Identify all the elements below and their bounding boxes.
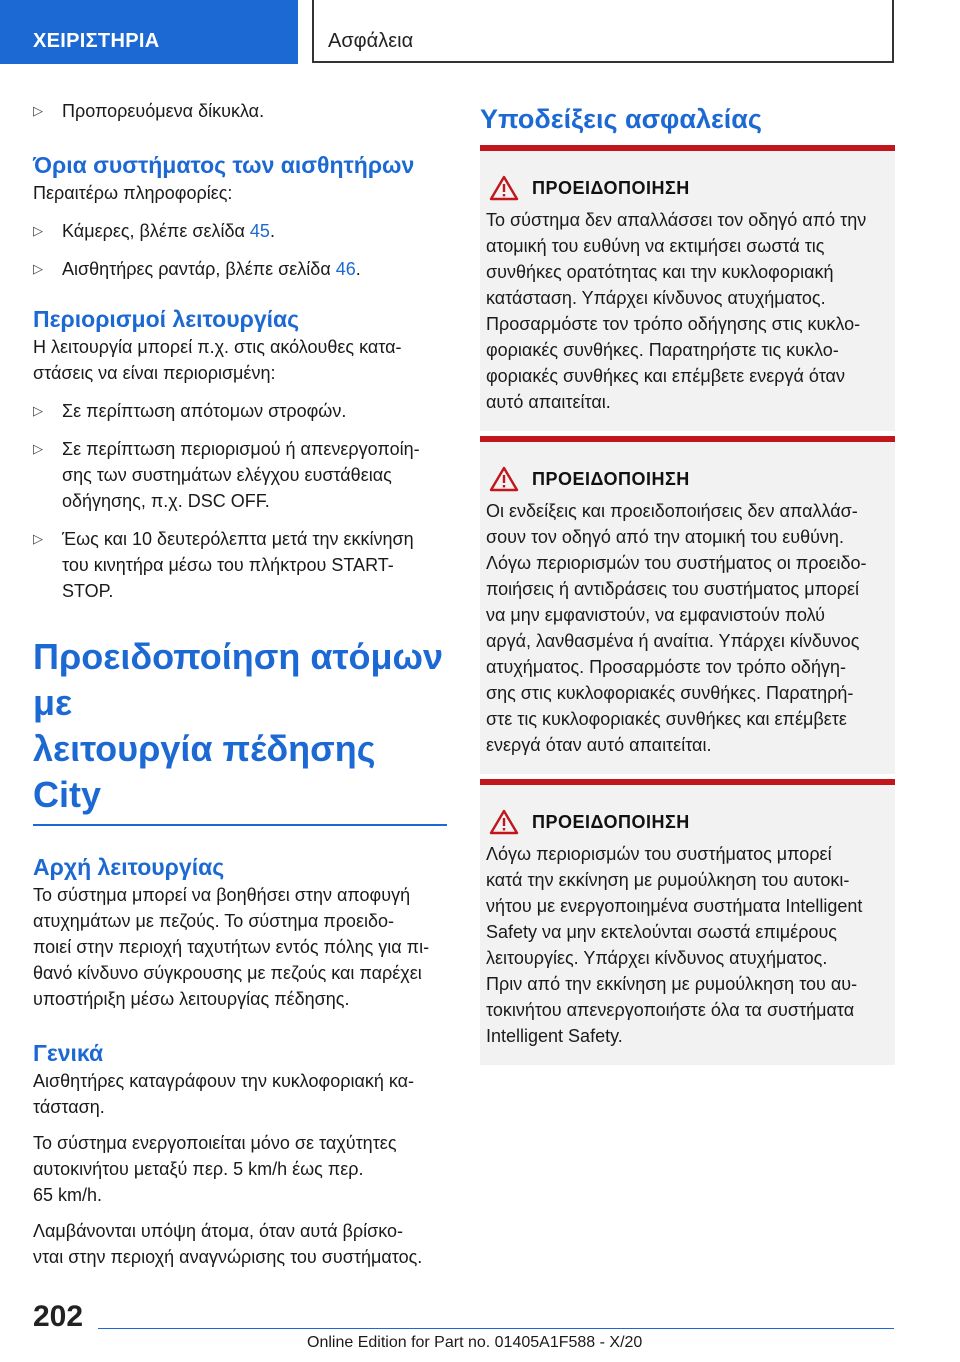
warning-header (486, 173, 895, 203)
paragraph: Το σύστημα ενεργοποιείται μόνο σε ταχύτητες αυτοκινήτου μεταξύ περ. 5 km/h έως περ. 65 km/h. (33, 1133, 397, 1205)
safety-heading: Υποδείξεις ασφαλείας (480, 104, 762, 134)
footer-divider (98, 1328, 894, 1329)
warning-title: ΠΡΟΕΙΔΟΠΟΙΗΣΗ (532, 811, 690, 832)
paragraph: Η λειτουργία μπορεί π.χ. στις ακόλουθες κατα- στάσεις να είναι περιορισμένη: (33, 337, 402, 383)
paragraph: Περαιτέρω πληροφορίες: (33, 183, 233, 203)
edition-footer: Online Edition for Part no. 01405A1F588 - X/20 (307, 1334, 643, 1351)
page-link-46[interactable]: 46 (335, 259, 356, 279)
chapter-title: Ασφάλεια (328, 30, 414, 52)
warning-text: Λόγω περιορισμών του συστήματος μπορεί κατά την εκκίνηση με ρυμούλκηση του αυτοκι- νήτου με ενεργοποιημένα συστήματα Intelligent Safety να μην εκτελούνται σωστά επιμέρους λειτουργίες. Υπάρχει κίνδυνος ατυχήματος. Πριν από την εκκίνηση με ρυμούλκηση του αυ- τοκινήτου απενεργοποιήστε όλα τα συστήματα Intelligent Safety. (486, 844, 863, 1046)
warning-triangle-icon (489, 175, 519, 201)
chapter-heading (33, 634, 447, 826)
list-item: ▷ Σε περίπτωση περιορισμού ή απενεργοποίη- σης των συστημάτων ελέγχου ευστάθειας οδήγησης, π.χ. DSC OFF. (33, 436, 447, 514)
section-title: ΧΕΙΡΙΣΤΗΡΙΑ (33, 30, 160, 52)
warning-triangle-icon (489, 466, 519, 492)
paragraph: Λαμβάνονται υπόψη άτομα, όταν αυτά βρίσκο- νται στην περιοχή αναγνώρισης του συστήματος. (33, 1221, 423, 1267)
list-item: ▷ Σε περίπτωση απότομων στροφών. (33, 398, 447, 424)
warning-title: ΠΡΟΕΙΔΟΠΟΙΗΣΗ (532, 177, 690, 198)
section-heading-limits: Όρια συστήματος των αισθητήρων (33, 152, 415, 178)
chapter-tab (312, 0, 894, 63)
warning-box (480, 145, 895, 431)
paragraph: Αισθητήρες καταγράφουν την κυκλοφοριακή κα- τάσταση. (33, 1071, 415, 1117)
left-column (33, 98, 447, 1270)
list-item: ▷ Έως και 10 δευτερόλεπτα μετά την εκκίνηση του κινητήρα μέσω του πλήκτρου START- STOP. (33, 526, 447, 604)
page-link-45[interactable]: 45 (249, 221, 270, 241)
paragraph: Το σύστημα μπορεί να βοηθήσει στην αποφυγή ατυχημάτων με πεζούς. Το σύστημα προειδο- ποιεί στην περιοχή ταχυτήτων εντός πόλης για πι- θανό κίνδυνο σύγκρουσης με πεζούς και παρέχει υποστήριξη μέσω λειτουργίας πέδησης. (33, 885, 430, 1009)
warning-triangle-icon (489, 809, 519, 835)
section-heading-general: Γενικά (33, 1040, 104, 1066)
warning-header (486, 807, 895, 837)
section-heading-restrictions: Περιορισμοί λειτουργίας (33, 306, 300, 332)
list-item: ▷ Κάμερες, βλέπε σελίδα 45. (33, 218, 447, 244)
warning-title: ΠΡΟΕΙΔΟΠΟΙΗΣΗ (532, 468, 690, 489)
list-item: ▷ Προπορευόμενα δίκυκλα. (33, 98, 447, 124)
list-item: ▷ Αισθητήρες ραντάρ, βλέπε σελίδα 46. (33, 256, 447, 282)
page-number: 202 (33, 1300, 84, 1333)
chapter-heading-text: Προειδοποίηση ατόμων με λειτουργία πέδησης City (33, 636, 443, 815)
warning-box (480, 779, 895, 1065)
section-heading-principle: Αρχή λειτουργίας (33, 854, 225, 880)
section-tab (0, 0, 298, 64)
warning-box (480, 436, 895, 774)
warning-text: Το σύστημα δεν απαλλάσσει τον οδηγό από την ατομική του ευθύνη να εκτιμήσει σωστά τις συνθήκες ορατότητας και την κυκλοφοριακή κατάσταση. Υπάρχει κίνδυνος ατυχήματος. Προσαρμόστε τον τρόπο οδήγησης στις κυκλο- φοριακές συνθήκες. Παρατηρήστε τις κυκλο- φοριακές συνθήκες και επέμβετε ενεργά όταν αυτό απαιτείται. (486, 210, 867, 412)
warning-text: Οι ενδείξεις και προειδοποιήσεις δεν απαλλάσ- σουν τον οδηγό από την ατομική του ευθύνη. Λόγω περιορισμών του συστήματος οι προειδο- ποιήσεις ή αντιδράσεις του συστήματος μπορεί να μην εμφανιστούν, να εμφανιστούν πολύ αργά, λανθασμένα ή αναίτια. Υπάρχει κίνδυνος ατυχήματος. Προσαρμόστε τον τρόπο οδήγη- σης στις κυκλοφοριακές συνθήκες. Παρατηρή- στε τις κυκλοφοριακές συνθήκες και επέμβετε ενεργά όταν αυτό απαιτείται. (486, 501, 867, 755)
warning-header (486, 464, 895, 494)
right-column (480, 102, 895, 136)
